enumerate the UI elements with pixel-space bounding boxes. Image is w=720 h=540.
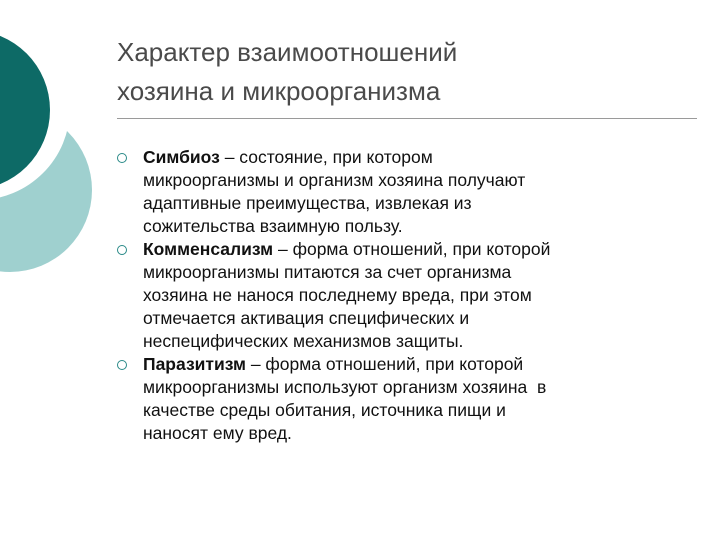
- bullet-line: отмечается активация специфических и: [143, 308, 470, 328]
- bullet-commensalism: [117, 238, 707, 353]
- slide-title: [117, 33, 697, 111]
- bullet-list: [117, 146, 707, 445]
- bullet-line: [143, 353, 707, 376]
- bullet-definition-start: – состояние, при котором: [219, 147, 433, 167]
- bullet-line: сожительства взаимную пользу.: [143, 216, 403, 236]
- circle-bullet-icon: [117, 245, 127, 255]
- title-divider: [117, 118, 697, 119]
- bullet-symbiosis: [117, 146, 707, 238]
- bullet-line: хозяина не нанося последнему вреда, при этом: [143, 285, 532, 305]
- bullet-line: неспецифических механизмов защиты.: [143, 331, 464, 351]
- title-line-2: хозяина и микроорганизма: [117, 76, 441, 106]
- circle-bullet-icon: [117, 153, 127, 163]
- bullet-parasitism: [117, 353, 707, 445]
- circle-bullet-icon: [117, 360, 127, 370]
- bullet-definition-start: – форма отношений, при которой: [273, 239, 551, 259]
- bullet-line: качестве среды обитания, источника пищи и: [143, 400, 506, 420]
- bullet-text: [143, 146, 707, 238]
- bullet-term: Симбиоз: [143, 147, 220, 167]
- bullet-term: Комменсализм: [143, 239, 274, 259]
- bullet-line: микроорганизмы используют организм хозяина в: [143, 377, 547, 397]
- bullet-line: [143, 146, 707, 169]
- bullet-line: [143, 238, 707, 261]
- bullet-line: микроорганизмы и организм хозяина получают: [143, 170, 526, 190]
- bullet-text: [143, 353, 707, 445]
- bullet-line: наносят ему вред.: [143, 423, 292, 443]
- bullet-text: [143, 238, 707, 353]
- title-line-1: Характер взаимоотношений: [117, 37, 458, 67]
- bullet-line: адаптивные преимущества, извлекая из: [143, 193, 472, 213]
- bullet-line: микроорганизмы питаются за счет организма: [143, 262, 512, 282]
- bullet-definition-start: – форма отношений, при которой: [245, 354, 524, 374]
- bullet-term: Паразитизм: [143, 354, 246, 374]
